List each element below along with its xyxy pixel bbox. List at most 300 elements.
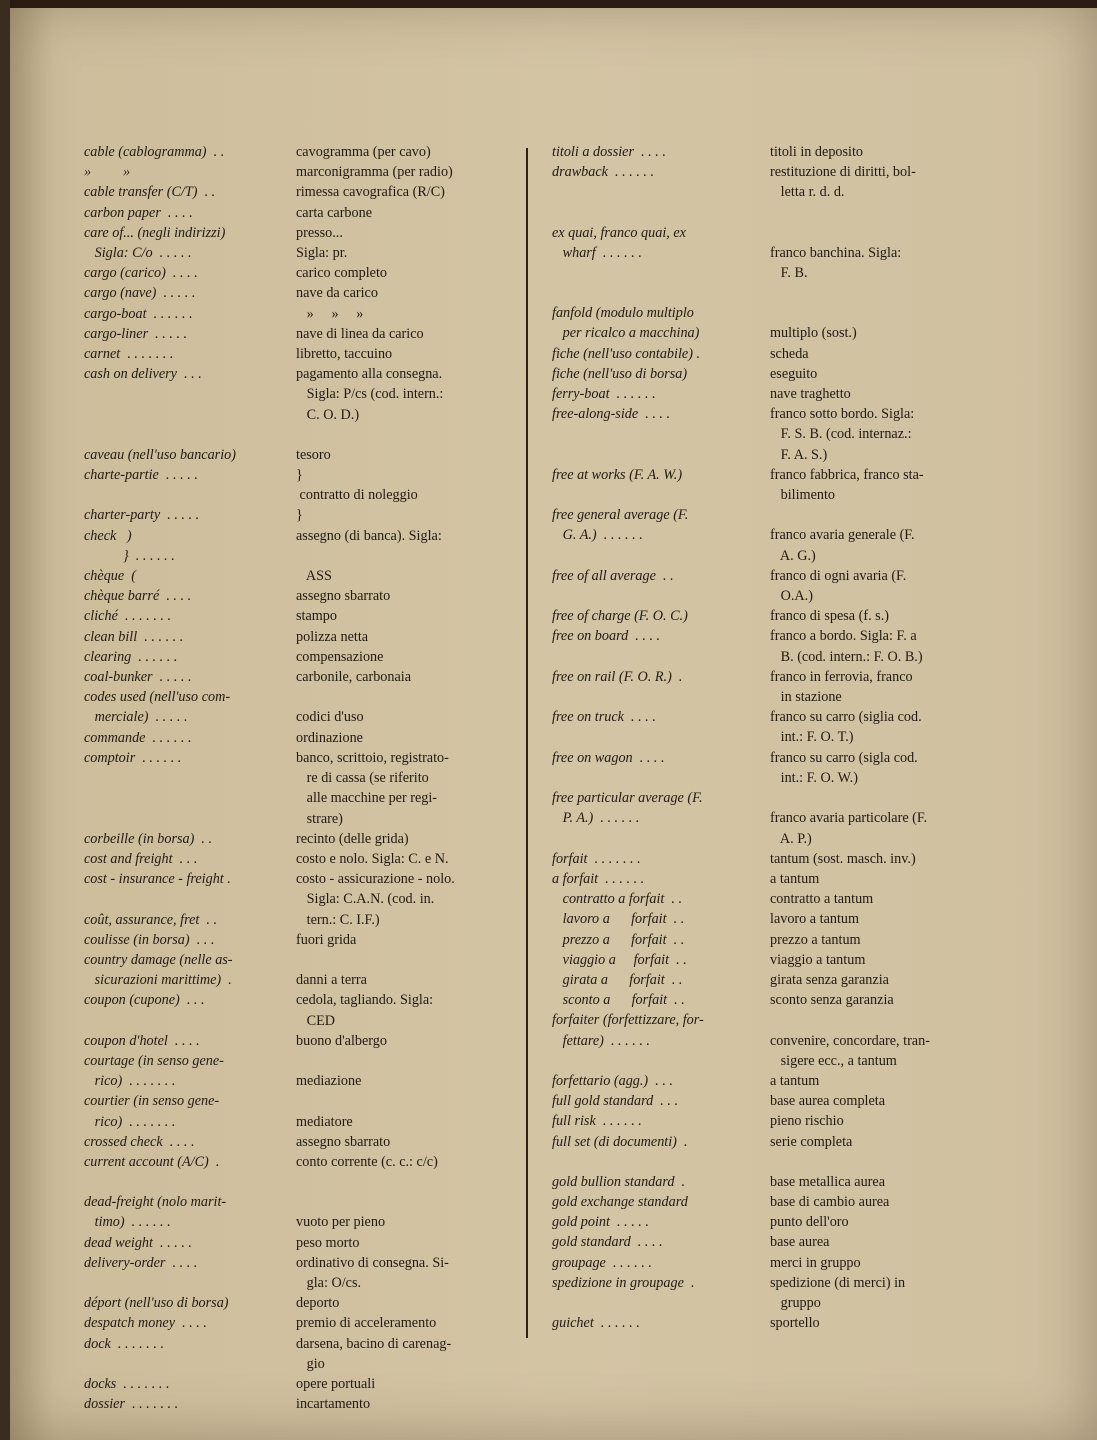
glossary-entry: [542, 263, 990, 283]
entry-term: free-along-side . . . .: [552, 406, 671, 423]
entry-term: dead-freight (nolo marit-: [84, 1194, 227, 1211]
entry-definition: lavoro a tantum: [770, 911, 860, 928]
entry-definition: franco su carro (siglia cod.: [770, 709, 922, 726]
glossary-entry: [542, 748, 990, 768]
glossary-entry: [74, 1112, 514, 1132]
entry-term: drawback . . . . . .: [552, 164, 655, 181]
entry-definition: Sigla: P/cs (cod. intern.:: [296, 386, 444, 403]
entry-definition: a tantum: [770, 1072, 820, 1089]
entry-definition: [290, 546, 514, 566]
entry-term: P. A.) . . . . . .: [552, 810, 640, 827]
entry-term: free on truck . . . .: [552, 709, 656, 726]
glossary-entry: [542, 1192, 990, 1212]
glossary-entry: [74, 627, 514, 647]
glossary-entry: [74, 1374, 514, 1394]
entry-definition: banco, scrittoio, registrato-: [296, 749, 449, 766]
entry-term: despatch money . . . .: [84, 1315, 207, 1332]
entry-term: [542, 1051, 764, 1071]
entry-definition: gio: [296, 1355, 325, 1372]
glossary-entry: [542, 647, 990, 667]
entry-term: [542, 829, 764, 849]
entry-term: fanfold (modulo multiplo: [552, 305, 694, 322]
glossary-entry: [542, 1212, 990, 1232]
glossary-entry: [542, 788, 990, 808]
glossary-entry: [74, 142, 514, 162]
entry-definition: sportello: [770, 1315, 820, 1332]
entry-definition: punto dell'oro: [770, 1214, 849, 1231]
entry-term: cable transfer (C/T) . .: [84, 184, 216, 201]
entry-term: [542, 182, 764, 202]
glossary-entry: [74, 849, 514, 869]
entry-term: full risk . . . . . .: [552, 1113, 642, 1130]
glossary-entry: [74, 990, 514, 1010]
entry-definition: costo e nolo. Sigla: C. e N.: [296, 850, 449, 867]
glossary-entry: [542, 970, 990, 990]
entry-term: forfaiter (forfettizzare, for-: [552, 1012, 704, 1029]
entry-term: dead weight . . . . .: [84, 1234, 192, 1251]
glossary-entry: [74, 162, 514, 182]
entry-term: free on board . . . .: [552, 628, 661, 645]
entry-term: free on wagon . . . .: [552, 749, 665, 766]
entry-spacer: [542, 203, 990, 223]
glossary-entry: [74, 728, 514, 748]
glossary-entry: [542, 243, 990, 263]
glossary-entry: [542, 404, 990, 424]
glossary-entry: [542, 1051, 990, 1071]
entry-definition: incartamento: [296, 1396, 371, 1413]
glossary-entry: [542, 1071, 990, 1091]
glossary-entry: [542, 546, 990, 566]
entry-definition: mediazione: [296, 1073, 362, 1090]
entry-term: [74, 1273, 290, 1293]
entry-definition: A. P.): [770, 830, 812, 847]
entry-term: cargo-liner . . . . .: [84, 325, 188, 342]
entry-definition: mediatore: [296, 1113, 353, 1130]
glossary-entry: [74, 384, 514, 404]
entry-definition: premio di acceleramento: [296, 1315, 437, 1332]
glossary-entry: [74, 364, 514, 384]
entry-term: cargo (carico) . . . .: [84, 265, 198, 282]
entry-term: contratto a forfait . .: [552, 891, 683, 908]
glossary-entry: [74, 1233, 514, 1253]
entry-term: guichet . . . . . .: [552, 1315, 640, 1332]
glossary-entry: [542, 849, 990, 869]
entry-term: lavoro a forfait . .: [552, 911, 685, 928]
entry-definition: nave di linea da carico: [296, 325, 424, 342]
entry-definition: bilimento: [770, 487, 836, 504]
entry-term: » »: [84, 164, 131, 181]
glossary-entry: [542, 525, 990, 545]
entry-term: [542, 263, 764, 283]
entry-definition: tesoro: [296, 446, 331, 463]
entry-term: forfait . . . . . . .: [552, 850, 641, 867]
glossary-entry: [542, 808, 990, 828]
entry-definition: prezzo a tantum: [770, 931, 861, 948]
glossary-entry: [542, 829, 990, 849]
entry-definition: cedola, tagliando. Sigla:: [296, 992, 434, 1009]
entry-definition: recinto (delle grida): [296, 830, 409, 847]
glossary-entry: [542, 1010, 990, 1030]
entry-term: comptoir . . . . . .: [84, 749, 182, 766]
entry-definition: girata senza garanzia: [770, 971, 889, 988]
entry-term: dock . . . . . . .: [84, 1335, 164, 1352]
entry-term: [542, 1293, 764, 1313]
entry-term: caveau (nell'uso bancario): [84, 446, 236, 463]
entry-term: coût, assurance, fret . .: [84, 911, 218, 928]
glossary-entry: [74, 930, 514, 950]
entry-term: current account (A/C) .: [84, 1153, 220, 1170]
glossary-entry: [542, 505, 990, 525]
entry-definition: vuoto per pieno: [296, 1214, 386, 1231]
glossary-entry: [74, 788, 514, 808]
entry-term: sicurazioni marittime) .: [84, 972, 232, 989]
entry-term: care of... (negli indirizzi): [84, 224, 226, 241]
entry-spacer: [74, 425, 514, 445]
entry-term: [74, 768, 290, 788]
entry-term: codes used (nell'uso com-: [84, 689, 231, 706]
entry-definition: [764, 505, 990, 525]
entry-term: carbon paper . . . .: [84, 204, 193, 221]
entry-definition: sconto senza garanzia: [770, 992, 894, 1009]
entry-definition: [290, 1091, 514, 1111]
entry-term: viaggio a forfait . .: [552, 951, 687, 968]
glossary-entry: [74, 465, 514, 485]
entry-term: clean bill . . . . . .: [84, 628, 184, 645]
entry-term: [542, 687, 764, 707]
entry-definition: }: [296, 467, 303, 484]
entry-definition: base di cambio aurea: [770, 1193, 890, 1210]
entry-definition: tern.: C. I.F.): [296, 911, 380, 928]
entry-term: groupage . . . . . .: [552, 1254, 652, 1271]
entry-term: corbeille (in borsa) . .: [84, 830, 213, 847]
entry-term: ferry-boat . . . . . .: [552, 386, 656, 403]
entry-term: [542, 586, 764, 606]
entry-definition: codici d'uso: [296, 709, 364, 726]
entry-definition: franco sotto bordo. Sigla:: [770, 406, 915, 423]
entry-definition: assegno sbarrato: [296, 1133, 391, 1150]
entry-term: full set (di documenti) .: [552, 1133, 688, 1150]
entry-definition: danni a terra: [296, 972, 367, 989]
glossary-entry: [74, 304, 514, 324]
entry-definition: F. A. S.): [770, 446, 828, 463]
glossary-entry: [542, 1253, 990, 1273]
page-top-edge: [10, 0, 1097, 8]
glossary-entry: [542, 889, 990, 909]
entry-definition: cavogramma (per cavo): [296, 144, 431, 160]
entry-definition: int.: F. O. W.): [770, 769, 858, 786]
entry-definition: gla: O/cs.: [296, 1274, 362, 1291]
column-divider: [526, 148, 528, 1338]
entry-term: free of all average . .: [552, 567, 674, 584]
entry-term: [542, 485, 764, 505]
entry-definition: peso morto: [296, 1234, 360, 1251]
entry-definition: polizza netta: [296, 628, 369, 645]
entry-definition: rimessa cavografica (R/C): [296, 184, 445, 201]
entry-term: titoli a dossier . . . .: [552, 144, 666, 160]
entry-term: chèque barré . . . .: [84, 588, 192, 605]
entry-term: crossed check . . . .: [84, 1133, 195, 1150]
entry-definition: scheda: [770, 345, 809, 362]
entry-term: [542, 424, 764, 444]
entry-definition: franco avaria particolare (F.: [770, 810, 928, 827]
entry-term: cargo-boat . . . . . .: [84, 305, 193, 322]
entry-definition: Sigla: pr.: [296, 245, 348, 262]
entry-definition: franco avaria generale (F.: [770, 527, 915, 544]
entry-term: [74, 405, 290, 425]
entry-definition: titoli in deposito: [770, 144, 864, 160]
entry-definition: convenire, concordare, tran-: [770, 1032, 930, 1049]
glossary-entry: [74, 1313, 514, 1333]
entry-term: wharf . . . . . .: [552, 244, 642, 261]
entry-term: free particular average (F.: [552, 790, 703, 807]
glossary-entry: [542, 1232, 990, 1252]
entry-definition: conto corrente (c. c.: c/c): [296, 1153, 438, 1170]
entry-term: courtier (in senso gene-: [84, 1093, 220, 1110]
glossary-entry: [542, 364, 990, 384]
glossary-entry: [74, 586, 514, 606]
glossary-entry: [74, 667, 514, 687]
entry-term: cliché . . . . . . .: [84, 608, 172, 625]
entry-term: rico) . . . . . . .: [84, 1113, 176, 1130]
entry-term: merciale) . . . . .: [84, 709, 188, 726]
entry-definition: carico completo: [296, 265, 387, 282]
entry-definition: marconigramma (per radio): [296, 164, 453, 181]
entry-definition: letta r. d. d.: [770, 184, 845, 201]
glossary-entry: [74, 505, 514, 525]
entry-term: [542, 647, 764, 667]
entry-term: [74, 485, 290, 505]
entry-definition: franco banchina. Sigla:: [770, 244, 902, 261]
entry-definition: franco in ferrovia, franco: [770, 668, 913, 685]
entry-definition: franco a bordo. Sigla: F. a: [770, 628, 917, 645]
glossary-entry: [74, 405, 514, 425]
glossary-entry: [74, 889, 514, 909]
entry-definition: » » »: [296, 305, 364, 322]
entry-term: charter-party . . . . .: [84, 507, 200, 524]
glossary-entry: [74, 1031, 514, 1051]
glossary-entry: [74, 203, 514, 223]
entry-definition: stampo: [296, 608, 337, 625]
glossary-entry: [542, 687, 990, 707]
entry-definition: merci in gruppo: [770, 1254, 861, 1271]
right-column: [542, 142, 990, 1333]
entry-definition: assegno (di banca). Sigla:: [296, 527, 442, 544]
glossary-entry: [74, 809, 514, 829]
glossary-entry: [74, 283, 514, 303]
glossary-entry: [542, 909, 990, 929]
entry-term: dossier . . . . . . .: [84, 1396, 179, 1413]
glossary-entry: [542, 930, 990, 950]
glossary-entry: [74, 445, 514, 465]
entry-term: carnet . . . . . . .: [84, 346, 174, 363]
entry-definition: restituzione di diritti, bol-: [770, 164, 916, 181]
entry-definition: costo - assicurazione - nolo.: [296, 871, 455, 888]
entry-term: cost and freight . . .: [84, 850, 198, 867]
entry-definition: fuori grida: [296, 931, 357, 948]
entry-definition: buono d'albergo: [296, 1032, 387, 1049]
entry-definition: B. (cod. intern.: F. O. B.): [770, 648, 923, 665]
glossary-entry: [542, 162, 990, 182]
entry-definition: presso...: [296, 224, 343, 241]
glossary-entry: [542, 384, 990, 404]
entry-definition: gruppo: [770, 1294, 821, 1311]
entry-term: spedizione in groupage .: [552, 1274, 695, 1291]
glossary-entry: [74, 182, 514, 202]
entry-definition: darsena, bacino di carenag-: [296, 1335, 452, 1352]
left-column: [74, 142, 514, 1414]
glossary-entry: [542, 626, 990, 646]
glossary-entry: [74, 970, 514, 990]
entry-definition: franco su carro (sigla cod.: [770, 749, 918, 766]
glossary-entry: [74, 1354, 514, 1374]
entry-term: clearing . . . . . .: [84, 648, 178, 665]
glossary-entry: [74, 1051, 514, 1071]
glossary-entry: [74, 1192, 514, 1212]
glossary-entry: [542, 566, 990, 586]
entry-term: free at works (F. A. W.): [552, 466, 683, 483]
entry-definition: opere portuali: [296, 1375, 376, 1392]
entry-term: full gold standard . . .: [552, 1093, 678, 1110]
entry-term: [74, 1011, 290, 1031]
entry-term: per ricalco a macchina): [552, 325, 700, 342]
entry-term: gold bullion standard .: [552, 1173, 686, 1190]
glossary-entry: [542, 142, 990, 162]
entry-definition: contratto a tantum: [770, 891, 874, 908]
entry-definition: [290, 1051, 514, 1071]
entry-term: a forfait . . . . . .: [552, 870, 645, 887]
entry-term: gold standard . . . .: [552, 1234, 663, 1251]
glossary-entry: [74, 223, 514, 243]
entry-definition: pieno rischio: [770, 1113, 844, 1130]
glossary-entry: [74, 647, 514, 667]
entry-term: gold point . . . . .: [552, 1214, 649, 1231]
glossary-entry: [74, 1293, 514, 1313]
entry-term: [74, 384, 290, 404]
entry-definition: [764, 1010, 990, 1030]
entry-term: cable (cablogramma) . .: [84, 144, 225, 160]
entry-definition: Sigla: C.A.N. (cod. in.: [296, 891, 435, 908]
entry-term: coulisse (in borsa) . . .: [84, 931, 215, 948]
entry-definition: franco fabbrica, franco sta-: [770, 466, 924, 483]
entry-definition: viaggio a tantum: [770, 951, 866, 968]
entry-definition: carta carbone: [296, 204, 373, 221]
entry-definition: strare): [296, 810, 343, 827]
glossary-entry: [74, 687, 514, 707]
entry-term: ex quai, franco quai, ex: [552, 224, 686, 241]
glossary-entry: [542, 485, 990, 505]
entry-term: déport (nell'uso di borsa): [84, 1295, 229, 1312]
entry-term: country damage (nelle as-: [84, 951, 233, 968]
entry-term: } . . . . . .: [84, 547, 175, 564]
entry-term: cost - insurance - freight .: [84, 871, 231, 888]
entry-definition: base aurea completa: [770, 1093, 886, 1110]
glossary-entry: [542, 606, 990, 626]
glossary-entry: [542, 323, 990, 343]
glossary-entry: [542, 586, 990, 606]
glossary-entry: [74, 1212, 514, 1232]
entry-definition: int.: F. O. T.): [770, 729, 854, 746]
entry-definition: nave traghetto: [770, 386, 851, 403]
entry-definition: assegno sbarrato: [296, 588, 391, 605]
glossary-entry: [74, 748, 514, 768]
glossary-entry: [542, 707, 990, 727]
entry-definition: [764, 303, 990, 323]
glossary-entry: [74, 1091, 514, 1111]
entry-term: [542, 546, 764, 566]
glossary-entry: [74, 1132, 514, 1152]
glossary-entry: [542, 1111, 990, 1131]
glossary-entry: [542, 727, 990, 747]
entry-definition: CED: [296, 1012, 336, 1029]
glossary-entry: [542, 1172, 990, 1192]
glossary-entry: [542, 424, 990, 444]
glossary-entry: [74, 950, 514, 970]
entry-definition: F. B.: [770, 265, 808, 282]
entry-term: [74, 788, 290, 808]
entry-term: girata a forfait . .: [552, 971, 683, 988]
entry-definition: a tantum: [770, 870, 820, 887]
glossary-entry: [542, 950, 990, 970]
entry-definition: F. S. B. (cod. internaz.:: [770, 426, 912, 443]
entry-term: free general average (F.: [552, 507, 689, 524]
entry-term: [74, 889, 290, 909]
entry-term: cash on delivery . . .: [84, 366, 202, 383]
entry-definition: [764, 788, 990, 808]
entry-term: rico) . . . . . . .: [84, 1073, 176, 1090]
entry-definition: nave da carico: [296, 285, 378, 302]
glossary-entry: [74, 768, 514, 788]
entry-term: fettare) . . . . . .: [552, 1032, 650, 1049]
glossary-entry: [542, 768, 990, 788]
entry-term: Sigla: C/o . . . . .: [84, 245, 192, 262]
entry-term: commande . . . . . .: [84, 729, 192, 746]
entry-definition: base metallica aurea: [770, 1173, 886, 1190]
entry-term: courtage (in senso gene-: [84, 1052, 224, 1069]
entry-term: fiche (nell'uso contabile) .: [552, 345, 701, 362]
glossary-entry: [542, 303, 990, 323]
dictionary-page: [10, 0, 1097, 1440]
entry-term: prezzo a forfait . .: [552, 931, 685, 948]
entry-term: [74, 1354, 290, 1374]
entry-term: cargo (nave) . . . . .: [84, 285, 196, 302]
entry-term: fiche (nell'uso di borsa): [552, 365, 688, 382]
glossary-entry: [542, 869, 990, 889]
glossary-entry: [74, 344, 514, 364]
entry-definition: tantum (sost. masch. inv.): [770, 850, 916, 867]
entry-term: forfettario (agg.) . . .: [552, 1072, 673, 1089]
entry-definition: alle macchine per regi-: [296, 790, 438, 807]
glossary-entry: [74, 910, 514, 930]
entry-definition: [290, 1192, 514, 1212]
entry-term: delivery-order . . . .: [84, 1254, 198, 1271]
glossary-entry: [542, 1031, 990, 1051]
glossary-entry: [74, 1394, 514, 1414]
entry-term: chèque (: [84, 568, 136, 585]
entry-term: free on rail (F. O. R.) .: [552, 668, 683, 685]
entry-term: [542, 768, 764, 788]
glossary-entry: [542, 344, 990, 364]
entry-term: [74, 809, 290, 829]
glossary-entry: [74, 707, 514, 727]
entry-definition: eseguito: [770, 365, 818, 382]
entry-definition: re di cassa (se riferito: [296, 770, 429, 787]
entry-definition: base aurea: [770, 1234, 830, 1251]
entry-definition: carbonile, carbonaia: [296, 669, 412, 686]
glossary-entry: [542, 990, 990, 1010]
glossary-entry: [74, 526, 514, 546]
entry-definition: sigere ecc., a tantum: [770, 1052, 897, 1069]
glossary-entry: [542, 182, 990, 202]
